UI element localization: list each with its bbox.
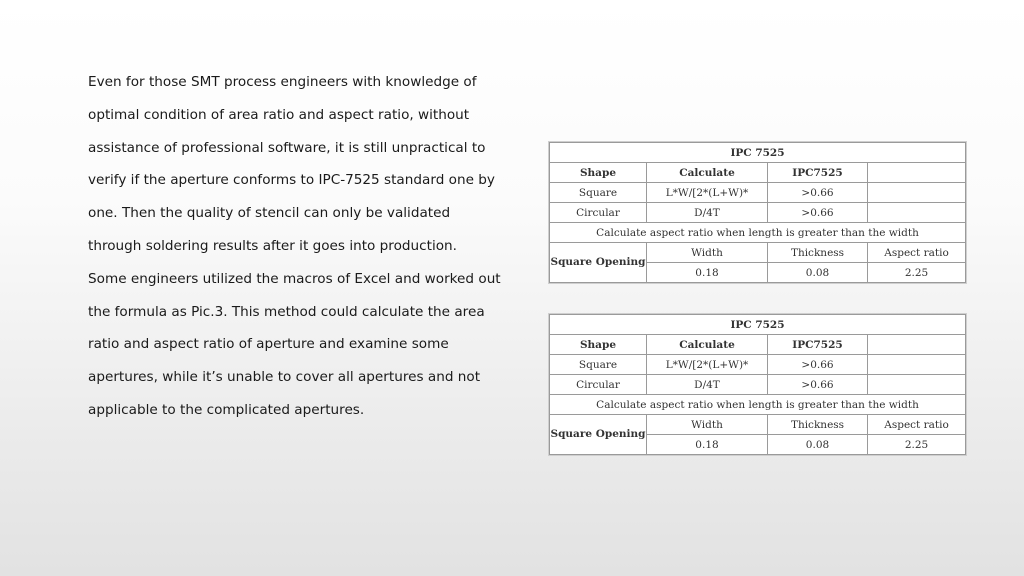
paragraph-line: ratio and aspect ratio of aperture and examine some bbox=[88, 336, 449, 353]
paragraph-line: the formula as Pic.3. This method could calculate the area bbox=[88, 303, 485, 320]
table-cell: 2.25 bbox=[868, 435, 966, 455]
table-cell: 2.25 bbox=[868, 263, 966, 283]
square-opening-label: Square Opening bbox=[550, 243, 647, 283]
table-row bbox=[550, 315, 966, 335]
table-row bbox=[550, 223, 966, 243]
table-note: Calculate aspect ratio when length is greater than the width bbox=[550, 395, 966, 415]
table-cell: D/4T bbox=[647, 203, 768, 223]
table-title: IPC 7525 bbox=[550, 143, 966, 163]
table-cell: L*W/[2*(L+W)* bbox=[647, 183, 768, 203]
table-title: IPC 7525 bbox=[550, 315, 966, 335]
table-cell bbox=[868, 183, 966, 203]
table-cell: >0.66 bbox=[768, 355, 868, 375]
paragraph-line: optimal condition of area ratio and aspect ratio, without bbox=[88, 106, 470, 123]
column-header: Shape bbox=[550, 335, 647, 355]
table-cell: 0.08 bbox=[768, 435, 868, 455]
table-cell bbox=[868, 355, 966, 375]
paragraph-line: Some engineers utilized the macros of Excel and worked out bbox=[88, 270, 501, 287]
paragraph-line: assistance of professional software, it is still unpractical to bbox=[88, 139, 486, 156]
table-cell: >0.66 bbox=[768, 375, 868, 395]
ipc-7525-table bbox=[549, 142, 966, 283]
table-cell: Circular bbox=[550, 203, 647, 223]
table-row bbox=[550, 243, 966, 263]
table-note: Calculate aspect ratio when length is greater than the width bbox=[550, 223, 966, 243]
table-row bbox=[550, 355, 966, 375]
paragraph-line: apertures, while it’s unable to cover all apertures and not bbox=[88, 369, 481, 386]
table-cell: Width bbox=[647, 415, 768, 435]
square-opening-label: Square Opening bbox=[550, 415, 647, 455]
table-row bbox=[550, 375, 966, 395]
table-cell bbox=[868, 375, 966, 395]
paragraph-line: one. Then the quality of stencil can only be validated bbox=[88, 205, 451, 222]
column-header: Calculate bbox=[647, 163, 768, 183]
table-cell: D/4T bbox=[647, 375, 768, 395]
table-row bbox=[550, 203, 966, 223]
table-cell: >0.66 bbox=[768, 203, 868, 223]
table-cell: 0.18 bbox=[647, 263, 768, 283]
paragraph-line: Even for those SMT process engineers with knowledge of bbox=[88, 74, 477, 90]
table-cell: Width bbox=[647, 243, 768, 263]
column-header: Calculate bbox=[647, 335, 768, 355]
table-row bbox=[550, 395, 966, 415]
column-header: IPC7525 bbox=[768, 163, 868, 183]
paragraph-line: verify if the aperture conforms to IPC-7525 standard one by bbox=[88, 172, 495, 189]
table-header-row bbox=[550, 335, 966, 355]
table-cell: Aspect ratio bbox=[868, 415, 966, 435]
table-cell: 0.08 bbox=[768, 263, 868, 283]
column-header: IPC7525 bbox=[768, 335, 868, 355]
table-cell: Square bbox=[550, 183, 647, 203]
body-paragraph bbox=[88, 66, 518, 427]
table-cell: 0.18 bbox=[647, 435, 768, 455]
table-row bbox=[550, 415, 966, 435]
column-header: Shape bbox=[550, 163, 647, 183]
table-cell: L*W/[2*(L+W)* bbox=[647, 355, 768, 375]
column-header bbox=[868, 163, 966, 183]
table-row bbox=[550, 143, 966, 163]
table-cell: >0.66 bbox=[768, 183, 868, 203]
table-cell: Aspect ratio bbox=[868, 243, 966, 263]
table-cell bbox=[868, 203, 966, 223]
table-cell: Circular bbox=[550, 375, 647, 395]
table-cell: Thickness bbox=[768, 243, 868, 263]
column-header bbox=[868, 335, 966, 355]
table-cell: Square bbox=[550, 355, 647, 375]
paragraph-line: through soldering results after it goes into production. bbox=[88, 237, 457, 254]
paragraph-line: applicable to the complicated apertures. bbox=[88, 401, 365, 418]
table-header-row bbox=[550, 163, 966, 183]
table-cell: Thickness bbox=[768, 415, 868, 435]
table-row bbox=[550, 183, 966, 203]
ipc-7525-table bbox=[549, 314, 966, 455]
